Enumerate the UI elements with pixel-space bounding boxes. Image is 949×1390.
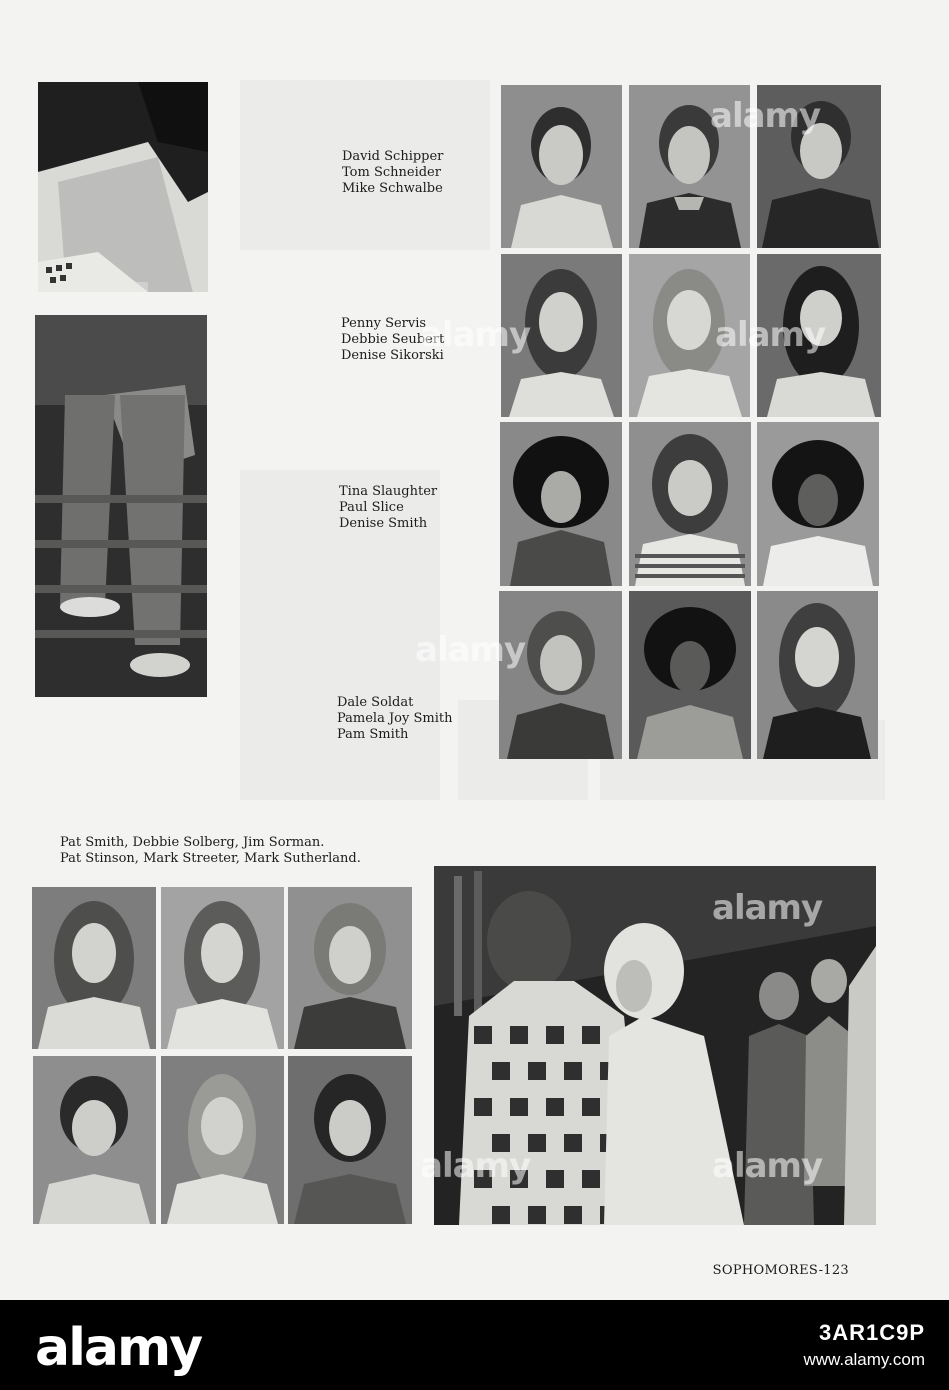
student-name: Pam Smith bbox=[337, 727, 409, 742]
watermark-text: alamy bbox=[420, 1146, 531, 1186]
group-caption bbox=[60, 835, 361, 867]
portrait-photo bbox=[288, 1056, 412, 1224]
student-name: David Schipper bbox=[342, 149, 444, 164]
watermark-text: alamy bbox=[715, 315, 826, 355]
watermark-text: alamy bbox=[415, 630, 526, 670]
portrait-photo bbox=[629, 85, 750, 248]
portrait-photo bbox=[757, 254, 881, 417]
portrait-photo bbox=[161, 887, 284, 1049]
image-id: 3AR1C9P bbox=[818, 1320, 925, 1345]
student-name: Dale Soldat bbox=[337, 695, 414, 710]
watermark-text: alamy bbox=[712, 1146, 823, 1186]
name-list-row-3 bbox=[339, 484, 437, 532]
portrait-photo bbox=[500, 422, 622, 586]
candid-photo-hallway bbox=[434, 866, 876, 1225]
portrait-photo bbox=[32, 887, 156, 1049]
student-name: Penny Servis bbox=[341, 316, 427, 331]
name-list-row-4 bbox=[337, 695, 452, 743]
student-name: Tina Slaughter bbox=[339, 484, 438, 499]
student-name: Paul Slice bbox=[339, 500, 404, 515]
footer-url: www.alamy.com bbox=[803, 1350, 925, 1369]
footer-info bbox=[803, 1320, 925, 1370]
watermark-text: alamy bbox=[710, 96, 821, 136]
portrait-photo bbox=[629, 422, 751, 586]
portrait-photo bbox=[629, 591, 751, 759]
portrait-photo bbox=[499, 591, 622, 759]
portrait-photo bbox=[629, 254, 750, 417]
portrait-photo bbox=[757, 591, 878, 759]
page-folio: SOPHOMORES-123 bbox=[712, 1263, 849, 1278]
portrait-photo bbox=[33, 1056, 156, 1224]
portrait-photo bbox=[757, 422, 879, 586]
candid-photo-typewriter bbox=[38, 82, 208, 292]
student-name: Denise Smith bbox=[339, 516, 428, 531]
portrait-photo bbox=[161, 1056, 284, 1224]
candid-photo-legs-stairs bbox=[35, 315, 207, 697]
footer-logo: alamy bbox=[35, 1318, 202, 1378]
student-name: Tom Schneider bbox=[342, 165, 441, 180]
watermark-text: alamy bbox=[712, 888, 823, 928]
portrait-photo bbox=[288, 887, 412, 1049]
portrait-photo bbox=[501, 85, 622, 248]
watermark-text: alamy bbox=[420, 315, 531, 355]
student-name: Pamela Joy Smith bbox=[337, 711, 453, 726]
portrait-photo bbox=[757, 85, 881, 248]
name-list-row-2 bbox=[341, 316, 444, 364]
name-list-row-1 bbox=[342, 149, 443, 197]
caption-line: Pat Smith, Debbie Solberg, Jim Sorman. bbox=[60, 835, 325, 850]
student-name: Denise Sikorski bbox=[341, 348, 444, 363]
student-name: Debbie Seubert bbox=[341, 332, 445, 347]
student-name: Mike Schwalbe bbox=[342, 181, 443, 196]
stock-footer bbox=[0, 1300, 949, 1390]
portrait-photo bbox=[501, 254, 622, 417]
caption-line: Pat Stinson, Mark Streeter, Mark Sutherland. bbox=[60, 851, 361, 866]
